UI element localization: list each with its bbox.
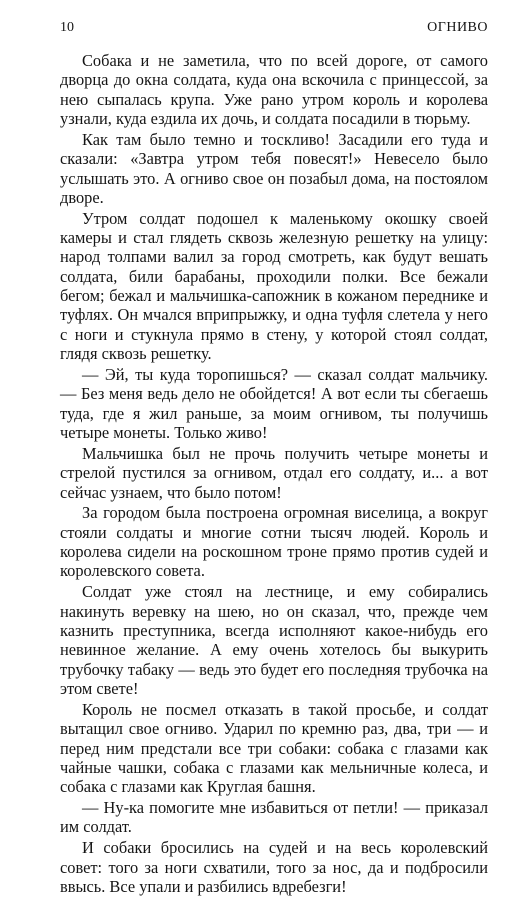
text-body	[60, 51, 488, 898]
paragraph: — Эй, ты куда торопишься? — сказал солдат мальчику. — Без меня ведь дело не обойдется! А вот если ты сбегаешь туда, где я жил раньше, за моим огнивом, ты получишь четыре монеты. Только живо!	[60, 365, 488, 443]
paragraph: И собаки бросились на судей и на весь королевский совет: того за ноги схватили, того за нос, да и подбросили ввысь. Все упали и разбились вдребезги!	[60, 838, 488, 896]
paragraph: Мальчишка был не прочь получить четыре монеты и стрелой пустился за огнивом, отдал его солдату, и... а вот сейчас узнаем, что было потом!	[60, 443, 488, 502]
paragraph: Король не посмел отказать в такой просьбе, и солдат вытащил свое огниво. Ударил по кремню раз, два, три — и перед ним предстали все три собаки: собака с глазами как чайные чашки, собака с глазами как мельничные колеса, и собака с глазами как Круглая башня.	[60, 699, 488, 797]
paragraph: Как там было темно и тоскливо! Засадили его туда и сказали: «Завтра утром тебя повесят!» Невесело было услышать это. А огниво свое он позабыл дома, на постоялом дворе.	[60, 129, 488, 207]
page-number: 10	[60, 20, 74, 35]
paragraph: Собака и не заметила, что по всей дороге, от самого дворца до окна солдата, куда она вскочила с принцессой, за нею сыпалась крупа. Уже рано утром король и королева узнали, куда ездила их дочь, и солдата посадили в тюрьму.	[60, 51, 488, 129]
paragraph: — Ну-ка помогите мне избавиться от петли! — приказал им солдат.	[60, 798, 488, 837]
paragraph: Утром солдат подошел к маленькому окошку своей камеры и стал глядеть сквозь железную решетку на улицу: народ толпами валил за город смотреть, как будут вешать солдата, били барабаны, проходили полки. Все бежали бегом; бежал и мальчишка-сапожник в кожаном переднике и туфлях. Он мчался вприпрыжку, и одна туфля слетела у него с ноги и стукнула прямо в стену, у которой стоял солдат, глядя сквозь решетку.	[60, 208, 488, 364]
page-header	[60, 20, 488, 42]
running-title: ОГНИВО	[427, 20, 488, 35]
paragraph: За городом была построена огромная виселица, а вокруг стояли солдаты и многие сотни тысяч людей. Король и королева сидели на роскошном троне прямо против судей и королевского совета.	[60, 503, 488, 581]
paragraph: Солдат уже стоял на лестнице, и ему собирались накинуть веревку на шею, но он сказал, что, прежде чем казнить преступника, всегда исполняют какое-нибудь его невинное желание. А ему очень хотелось бы выкурить трубочку табаку — ведь это будет его последняя трубочка на этом свете!	[60, 582, 488, 698]
